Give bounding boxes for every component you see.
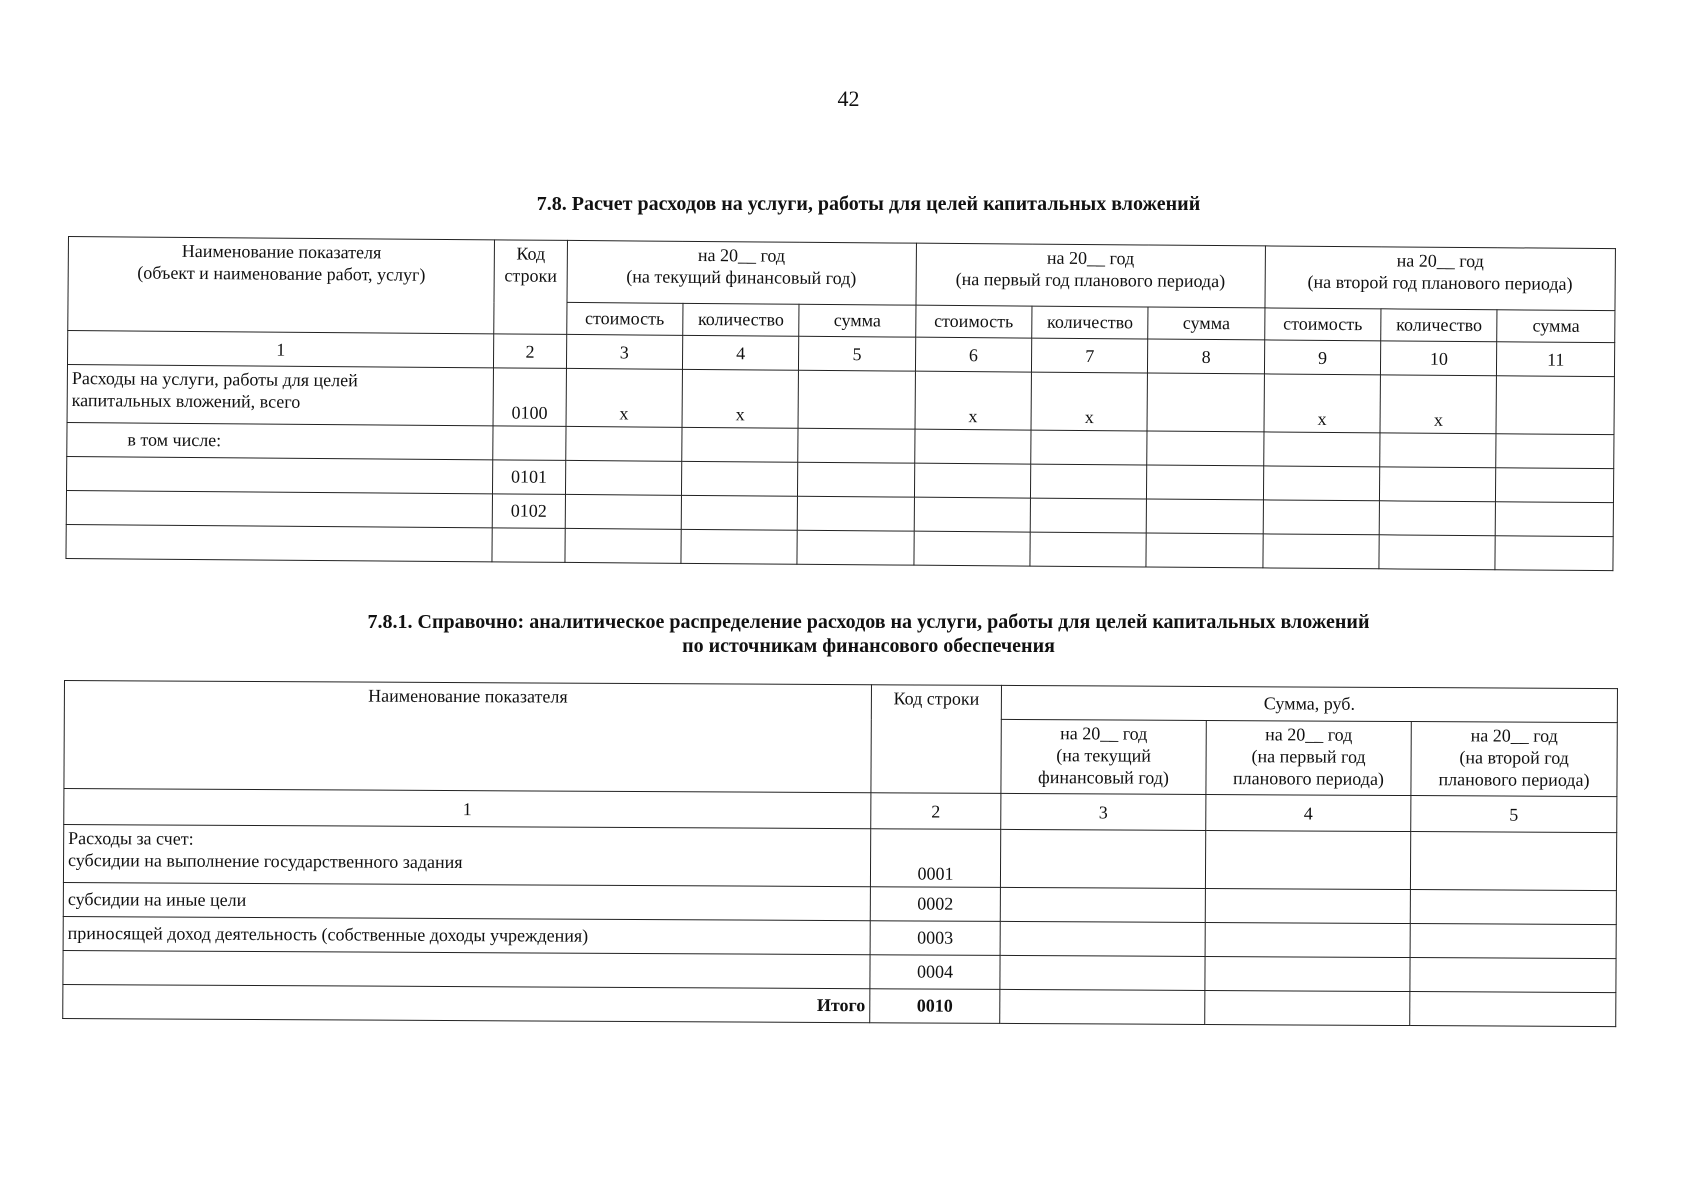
empty-cell (914, 429, 1031, 464)
header-period-current-line3: финансовый год) (1038, 767, 1169, 788)
header-name-line2: (объект и наименование работ, услуг) (137, 262, 426, 285)
header-code-cell: Код строки (871, 685, 1002, 794)
empty-cell (1410, 992, 1616, 1027)
header-period-second-line2: (на второй год планового периода) (1307, 271, 1573, 294)
row-name-cell (63, 825, 870, 887)
header-sum-rub: Сумма, руб. (1001, 685, 1617, 722)
header-period-second (1411, 722, 1617, 797)
empty-cell (1496, 434, 1614, 469)
empty-cell (1263, 534, 1380, 569)
row-name: в том числе: (67, 422, 494, 459)
empty-cell (1380, 467, 1497, 502)
empty-cell (565, 528, 682, 563)
header-code-cell (494, 240, 567, 335)
column-number: 1 (67, 331, 494, 368)
empty-cell (1030, 464, 1147, 499)
empty-cell (1263, 432, 1380, 467)
header-period-first-line2: (на первый год планового периода) (955, 268, 1226, 292)
column-number: 11 (1497, 342, 1615, 377)
row-name-line2: капитальных вложений, всего (71, 390, 301, 412)
empty-cell (798, 462, 915, 497)
header-name-cell (68, 237, 495, 334)
empty-cell (565, 426, 682, 461)
subheader-quantity: количество (1032, 306, 1149, 339)
header-period-second-line1: на 20__ год (1396, 250, 1484, 272)
header-period-first-line2: (на первый год (1251, 746, 1366, 767)
header-period-first-line3: планового периода) (1232, 768, 1385, 789)
column-number: 6 (915, 337, 1032, 372)
header-period-second (1265, 246, 1616, 311)
column-number: 3 (1001, 793, 1206, 830)
row-name (66, 490, 493, 527)
row-code: 0002 (870, 887, 1000, 922)
header-period-current-line1: на 20__ год (1060, 723, 1148, 744)
empty-cell (1147, 373, 1264, 432)
subheader-sum: сумма (799, 304, 916, 337)
row-code: 0101 (493, 460, 565, 495)
empty-cell (1263, 466, 1380, 501)
subheader-cost: стоимость (915, 305, 1032, 338)
subheader-sum: сумма (1148, 307, 1265, 340)
header-name-cell: Наименование показателя (64, 681, 872, 793)
section-title-7-8-1-line2: по источникам финансового обеспечения (682, 635, 1055, 657)
header-period-first-line1: на 20__ год (1265, 724, 1353, 745)
header-period-current (567, 240, 917, 305)
empty-cell (1263, 500, 1380, 535)
empty-cell (1030, 498, 1147, 533)
row-code: 0003 (870, 921, 1000, 956)
row-code: 0001 (870, 829, 1000, 888)
funding-sources-table (62, 680, 1618, 1027)
empty-cell (1410, 924, 1616, 959)
empty-cell (565, 494, 682, 529)
empty-cell (914, 463, 1031, 498)
header-period-second-line1: на 20__ год (1470, 725, 1558, 746)
x-mark: x (1264, 374, 1381, 433)
section-title-7-8-1-line1: 7.8.1. Справочно: аналитическое распределение расходов на услуги, работы для целей капитальных вложений (367, 611, 1370, 633)
empty-cell (1205, 830, 1410, 889)
row-name-line2: субсидии на выполнение государственного задания (68, 850, 463, 873)
empty-cell (798, 370, 915, 429)
empty-cell (681, 529, 798, 564)
section-title-7-8-1 (20, 610, 1697, 658)
row-code: 0100 (493, 368, 566, 427)
x-mark: x (915, 371, 1032, 430)
row-name-line1: Расходы на услуги, работы для целей (71, 368, 358, 391)
header-period-current-line2: (на текущий (1056, 745, 1151, 766)
row-name-total: Итого (63, 984, 870, 1022)
row-name: приносящей доход деятельность (собственные доходы учреждения) (63, 916, 870, 954)
row-name (66, 524, 493, 561)
subheader-quantity: количество (683, 303, 800, 336)
row-code: 0004 (870, 955, 1000, 990)
column-number: 2 (871, 793, 1001, 830)
empty-cell (1410, 890, 1616, 925)
empty-cell (1205, 990, 1410, 1025)
row-code-total: 0010 (870, 989, 1000, 1024)
page-number: 42 (837, 86, 860, 111)
column-number: 7 (1031, 338, 1148, 373)
empty-cell (1147, 499, 1264, 534)
header-code-line2: строки (504, 265, 557, 286)
x-mark: x (1031, 372, 1148, 431)
empty-cell (1205, 956, 1410, 991)
empty-cell (1379, 535, 1496, 570)
empty-cell (1000, 989, 1205, 1024)
column-number: 8 (1148, 339, 1265, 374)
x-mark: x (566, 368, 683, 427)
column-number: 10 (1381, 341, 1498, 376)
empty-cell (1147, 465, 1264, 500)
empty-cell (1495, 536, 1613, 571)
header-period-current-line2: (на текущий финансовый год) (626, 266, 857, 289)
empty-cell (1000, 887, 1205, 922)
column-number: 5 (1411, 796, 1617, 833)
subheader-cost: стоимость (1264, 308, 1381, 341)
subheader-cost: стоимость (566, 302, 683, 335)
empty-cell (914, 497, 1031, 532)
row-code: 0102 (493, 494, 565, 529)
row-code (493, 426, 565, 461)
empty-cell (682, 427, 799, 462)
subheader-sum: сумма (1497, 310, 1615, 343)
empty-cell (1031, 430, 1148, 465)
x-mark: x (682, 369, 799, 428)
header-period-current-line1: на 20__ год (697, 244, 786, 266)
x-mark: x (1380, 375, 1497, 434)
empty-cell (1380, 433, 1497, 468)
table-row (63, 825, 1616, 891)
empty-cell (1000, 829, 1205, 888)
empty-cell (1146, 533, 1263, 568)
empty-cell (1410, 958, 1616, 993)
empty-cell (681, 495, 798, 530)
capital-expenses-table (65, 236, 1615, 571)
empty-cell (914, 531, 1031, 566)
header-period-first-line1: на 20__ год (1046, 247, 1135, 269)
empty-cell (1030, 532, 1147, 567)
empty-cell (798, 428, 915, 463)
empty-cell (681, 461, 798, 496)
subheader-quantity: количество (1381, 309, 1498, 342)
empty-cell (1496, 468, 1614, 503)
empty-cell (1496, 376, 1614, 435)
empty-cell (1000, 921, 1205, 956)
empty-cell (1000, 955, 1205, 990)
column-number: 3 (566, 334, 683, 369)
header-period-current (1001, 719, 1206, 794)
empty-cell (797, 530, 914, 565)
empty-cell (565, 460, 682, 495)
row-name-line1: Расходы за счет: (68, 828, 194, 849)
header-period-first (1206, 720, 1411, 795)
header-period-second-line3: планового периода) (1438, 769, 1590, 790)
header-name-line1: Наименование показателя (181, 240, 382, 263)
column-number: 2 (494, 334, 566, 369)
empty-cell (1410, 832, 1616, 891)
empty-cell (1496, 502, 1614, 537)
empty-cell (1147, 431, 1264, 466)
row-code (492, 528, 564, 563)
column-number: 1 (64, 789, 871, 829)
column-number: 4 (682, 335, 799, 370)
row-name-cell (67, 364, 494, 425)
table-row-total (63, 984, 1616, 1026)
empty-cell (1205, 922, 1410, 957)
row-name (63, 950, 870, 988)
empty-cell (1379, 501, 1496, 536)
empty-cell (798, 496, 915, 531)
header-period-second-line2: (на второй год (1459, 747, 1569, 768)
column-number: 5 (799, 336, 916, 371)
row-name: субсидии на иные цели (63, 882, 870, 920)
empty-cell (1205, 888, 1410, 923)
section-title-7-8: 7.8. Расчет расходов на услуги, работы для целей капитальных вложений (536, 193, 1201, 215)
column-number: 9 (1264, 340, 1381, 375)
row-name (67, 456, 494, 493)
header-code-line1: Код (516, 243, 546, 264)
column-number: 4 (1206, 794, 1411, 831)
header-period-first (916, 243, 1266, 308)
